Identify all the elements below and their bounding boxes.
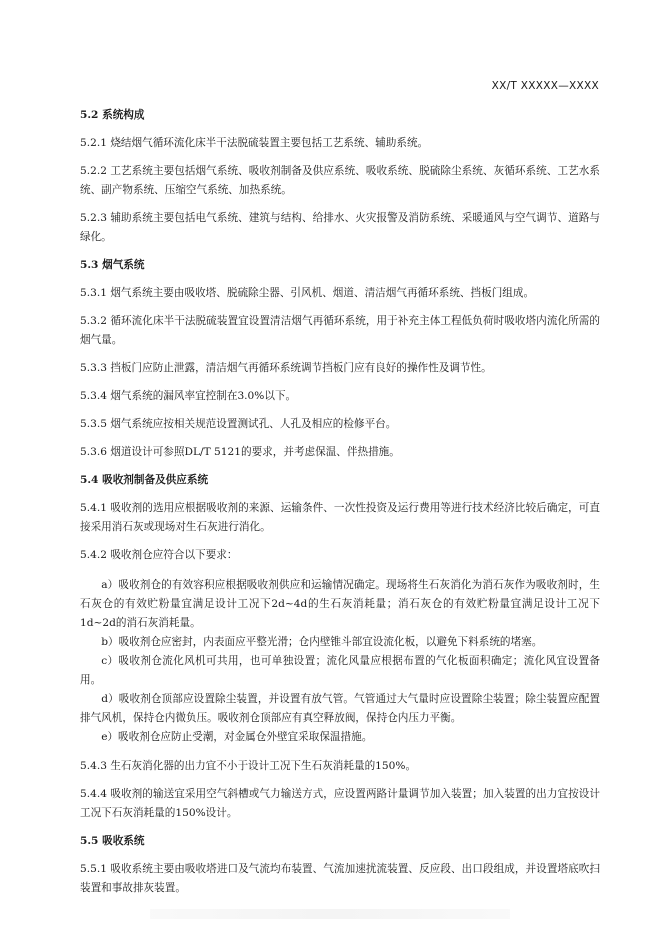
list-item-d: d）吸收剂仓顶部应设置除尘装置，并设置有放气管。气管通过大气量时应设置除尘装置；除尘装置应配置排气风机，保持仓内微负压。吸收剂仓顶部应有真空释放阀，保持仓内压力平衡。 [80,693,600,724]
clause-5-5-1: 5.5.1 吸收系统主要由吸收塔进口及气流均布装置、气流加速扰流装置、反应段、出口段组成，并设置塔底吹扫装置和事故排灰装置。 [80,863,600,894]
section-heading-5-2: 5.2 系统构成 [80,109,145,121]
list-item-b: b）吸收剂仓应密封，内表面应平整光滑；仓内壁锥斗部宜设流化板，以避免下料系统的堵塞。 [101,636,543,648]
clause-5-3-6: 5.3.6 烟道设计可参照DL/T 5121的要求，并考虑保温、伴热措施。 [80,446,400,458]
clause-5-4-3: 5.4.3 生石灰消化器的出力宜不小于设计工况下生石灰消耗量的150%。 [80,760,417,772]
clause-5-4-2: 5.4.2 吸收剂仓应符合以下要求： [80,549,238,561]
document-body [80,106,600,907]
clause-5-4-1: 5.4.1 吸收剂的选用应根据吸收剂的来源、运输条件、一次性投资及运行费用等进行技术经济比较后确定，可直接采用消石灰或现场对生石灰进行消化。 [80,502,600,533]
clause-5-2-3: 5.2.3 辅助系统主要包括电气系统、建筑与结构、给排水、火灾报警及消防系统、采暖通风与空气调节、道路与绿化。 [80,212,600,243]
clause-5-3-1: 5.3.1 烟气系统主要由吸收塔、脱硫除尘器、引风机、烟道、清洁烟气再循环系统、挡板门组成。 [80,287,535,299]
clause-5-3-3: 5.3.3 挡板门应防止泄露，清洁烟气再循环系统调节挡板门应有良好的操作性及调节性。 [80,362,492,374]
list-item-c: c）吸收剂仓流化风机可共用，也可单独设置；流化风量应根据布置的气化板面积确定；流化风宜设置备用。 [80,655,600,686]
list-item-a: a）吸收剂仓的有效容积应根据吸收剂供应和运输情况确定。现场将生石灰消化为消石灰作为吸收剂时，生石灰仓的有效贮粉量宜满足设计工况下2d~4d的生石灰消耗量；消石灰仓的有效贮粉量宜满足设计工况下1d~2d的消石灰消耗量。 [80,579,600,629]
clause-5-4-4: 5.4.4 吸收剂的输送宜采用空气斜槽或气力输送方式，应设置两路计量调节加入装置；加入装置的出力宜按设计工况下石灰消耗量的150%设计。 [80,788,600,819]
clause-5-2-1: 5.2.1 烧结烟气循环流化床半干法脱硫装置主要包括工艺系统、辅助系统。 [80,137,429,149]
section-heading-5-4: 5.4 吸收剂制备及供应系统 [80,474,209,486]
document-code-header: XX/T XXXXX—XXXX [491,80,599,92]
clause-5-3-4: 5.3.4 烟气系统的漏风率宜控制在3.0%以下。 [80,390,297,402]
list-item-e: e）吸收剂仓应防止受潮，对金属仓外壁宜采取保温措施。 [101,731,373,743]
section-heading-5-5: 5.5 吸收系统 [80,835,145,847]
faint-footer-watermark [150,909,510,919]
clause-5-3-2: 5.3.2 循环流化床半干法脱硫装置宜设置清洁烟气再循环系统，用于补充主体工程低负荷时吸收塔内流化所需的烟气量。 [80,315,600,346]
clause-5-3-5: 5.3.5 烟气系统应按相关规范设置测试孔、人孔及相应的检修平台。 [80,418,397,430]
clause-5-2-2: 5.2.2 工艺系统主要包括烟气系统、吸收剂制备及供应系统、吸收系统、脱硫除尘系统、灰循环系统、工艺水系统、副产物系统、压缩空气系统、加热系统。 [80,165,600,196]
section-heading-5-3: 5.3 烟气系统 [80,259,145,271]
